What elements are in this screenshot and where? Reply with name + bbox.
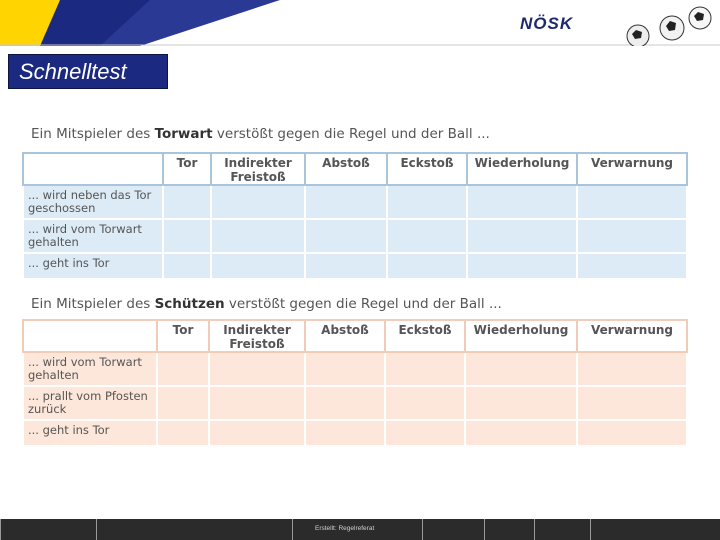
answer-cell[interactable]	[465, 386, 577, 420]
answer-cell[interactable]	[157, 386, 209, 420]
column-header: Indirekter Freistoß	[211, 153, 305, 185]
row-label: ... geht ins Tor	[23, 420, 157, 446]
answer-cell[interactable]	[157, 352, 209, 386]
column-header: Wiederholung	[465, 320, 577, 352]
answer-cell[interactable]	[385, 420, 465, 446]
answer-cell[interactable]	[577, 185, 687, 219]
answer-cell[interactable]	[211, 219, 305, 253]
answer-cell[interactable]	[163, 219, 211, 253]
table-row	[23, 219, 687, 253]
heading-suffix: verstößt gegen die Regel und der Ball ...	[212, 126, 490, 142]
header-blank	[23, 320, 157, 352]
column-header: Abstoß	[305, 153, 387, 185]
answer-table-schuetzen	[22, 319, 688, 447]
table-row	[23, 386, 687, 420]
column-header: Verwarnung	[577, 320, 687, 352]
table-header-row	[23, 320, 687, 352]
column-header: Tor	[157, 320, 209, 352]
question-heading-torwart	[31, 126, 490, 142]
column-header: Indirekter Freistoß	[209, 320, 305, 352]
answer-cell[interactable]	[305, 185, 387, 219]
answer-cell[interactable]	[385, 386, 465, 420]
slide-title: Schnelltest	[19, 59, 127, 84]
answer-cell[interactable]	[211, 185, 305, 219]
column-header: Tor	[163, 153, 211, 185]
row-label: ... prallt vom Pfosten zurück	[23, 386, 157, 420]
answer-cell[interactable]	[465, 352, 577, 386]
table-row	[23, 253, 687, 279]
row-label: ... wird vom Torwart gehalten	[23, 352, 157, 386]
table-row	[23, 185, 687, 219]
column-header: Eckstoß	[385, 320, 465, 352]
answer-cell[interactable]	[387, 185, 467, 219]
footer-cell	[484, 519, 534, 540]
column-header: Verwarnung	[577, 153, 687, 185]
row-label: ... wird neben das Tor geschossen	[23, 185, 163, 219]
footer-cell-credit	[292, 519, 422, 540]
row-label: ... wird vom Torwart gehalten	[23, 219, 163, 253]
row-label: ... geht ins Tor	[23, 253, 163, 279]
answer-cell[interactable]	[305, 386, 385, 420]
answer-cell[interactable]	[305, 219, 387, 253]
answer-cell[interactable]	[577, 386, 687, 420]
answer-cell[interactable]	[163, 185, 211, 219]
footer-cell	[0, 519, 96, 540]
answer-cell[interactable]	[577, 253, 687, 279]
footer-cell	[422, 519, 484, 540]
column-header: Eckstoß	[387, 153, 467, 185]
answer-cell[interactable]	[211, 253, 305, 279]
question-heading-schuetzen	[31, 296, 502, 312]
table-row	[23, 420, 687, 446]
answer-cell[interactable]	[209, 420, 305, 446]
answer-cell[interactable]	[305, 420, 385, 446]
footer-credit: Erstellt: Regelreferat	[315, 525, 375, 532]
answer-cell[interactable]	[467, 185, 577, 219]
table-row	[23, 352, 687, 386]
header-stripes	[0, 0, 720, 46]
answer-cell[interactable]	[163, 253, 211, 279]
footer-cell	[534, 519, 590, 540]
heading-prefix: Ein Mitspieler des	[31, 296, 155, 312]
answer-cell[interactable]	[465, 420, 577, 446]
footer-bar	[0, 519, 720, 540]
answer-cell[interactable]	[305, 352, 385, 386]
column-header: Abstoß	[305, 320, 385, 352]
logo-text: NÖSK	[520, 14, 574, 33]
answer-cell[interactable]	[467, 219, 577, 253]
column-header: Wiederholung	[467, 153, 577, 185]
heading-bold: Schützen	[154, 296, 225, 312]
heading-prefix: Ein Mitspieler des	[31, 126, 155, 142]
worksheet	[14, 118, 698, 458]
heading-suffix: verstößt gegen die Regel und der Ball ...	[224, 296, 502, 312]
answer-cell[interactable]	[209, 352, 305, 386]
answer-cell[interactable]	[385, 352, 465, 386]
answer-cell[interactable]	[305, 253, 387, 279]
header-band	[0, 0, 720, 46]
answer-cell[interactable]	[577, 219, 687, 253]
slide-title-box	[8, 54, 168, 89]
answer-cell[interactable]	[157, 420, 209, 446]
answer-cell[interactable]	[577, 420, 687, 446]
footer-cell	[590, 519, 720, 540]
answer-cell[interactable]	[387, 219, 467, 253]
heading-bold: Torwart	[154, 126, 213, 142]
answer-table-torwart	[22, 152, 688, 280]
answer-cell[interactable]	[209, 386, 305, 420]
header-blank	[23, 153, 163, 185]
answer-cell[interactable]	[577, 352, 687, 386]
football-icon	[618, 6, 718, 46]
footer-cell	[96, 519, 292, 540]
answer-cell[interactable]	[467, 253, 577, 279]
table-header-row	[23, 153, 687, 185]
answer-cell[interactable]	[387, 253, 467, 279]
